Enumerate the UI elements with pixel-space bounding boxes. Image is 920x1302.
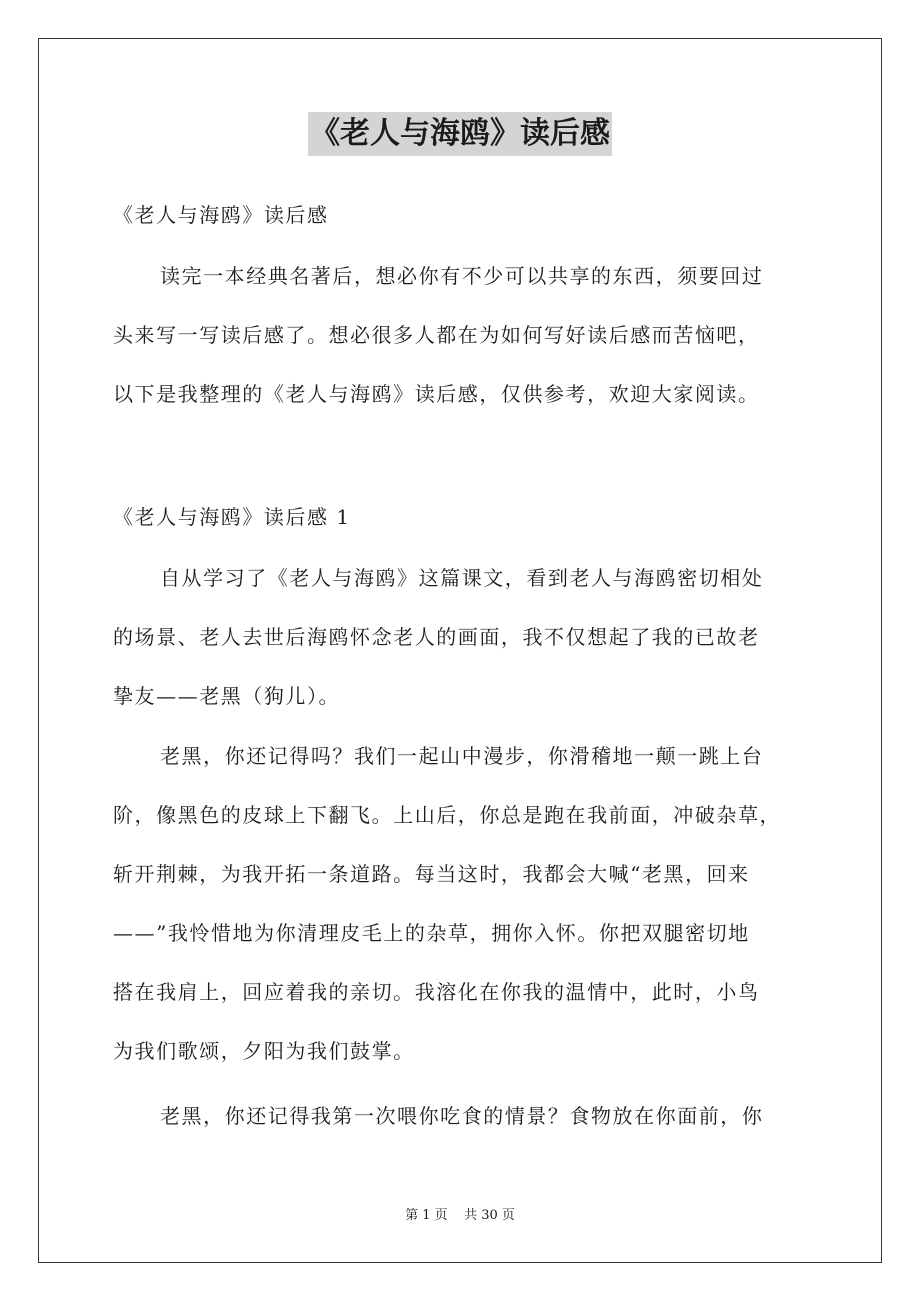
section-heading: 《老人与海鸥》读后感 1 [113,505,351,529]
paragraph-line: 以下是我整理的《老人与海鸥》读后感，仅供参考，欢迎大家阅读。 [113,382,760,406]
paragraph-line: ——”我怜惜地为你清理皮毛上的杂草，拥你入怀。你把双腿密切地 [113,921,750,945]
document-title: 《老人与海鸥》读后感 [308,112,612,156]
paragraph-line: 挚友——老黑（狗儿）。 [113,684,341,708]
paragraph-line: 的场景、老人去世后海鸥怀念老人的画面，我不仅想起了我的已故老 [113,625,760,649]
page-footer: 第 1 页 共 30 页 [405,1208,515,1223]
paragraph-line: 头来写一写读后感了。想必很多人都在为如何写好读后感而苦恼吧， [113,323,760,347]
section-heading: 《老人与海鸥》读后感 [113,203,329,227]
paragraph-line: 老黑，你还记得吗？我们一起山中漫步，你滑稽地一颠一跳上台 [160,744,764,768]
paragraph-line: 读完一本经典名著后，想必你有不少可以共享的东西，须要回过 [160,264,764,288]
paragraph-line: 阶，像黑色的皮球上下翻飞。上山后，你总是跑在我前面，冲破杂草， [113,803,782,827]
title-wrap [0,112,920,156]
paragraph-line: 搭在我肩上，回应着我的亲切。我溶化在你我的温情中，此时，小鸟 [113,980,760,1004]
paragraph-line: 斩开荆棘，为我开拓一条道路。每当这时，我都会大喊“老黑，回来 [113,862,750,886]
paragraph-line: 老黑，你还记得我第一次喂你吃食的情景？食物放在你面前，你 [160,1104,764,1128]
paragraph-line: 为我们歌颂，夕阳为我们鼓掌。 [113,1039,415,1063]
paragraph-line: 自从学习了《老人与海鸥》这篇课文，看到老人与海鸥密切相处 [160,566,764,590]
